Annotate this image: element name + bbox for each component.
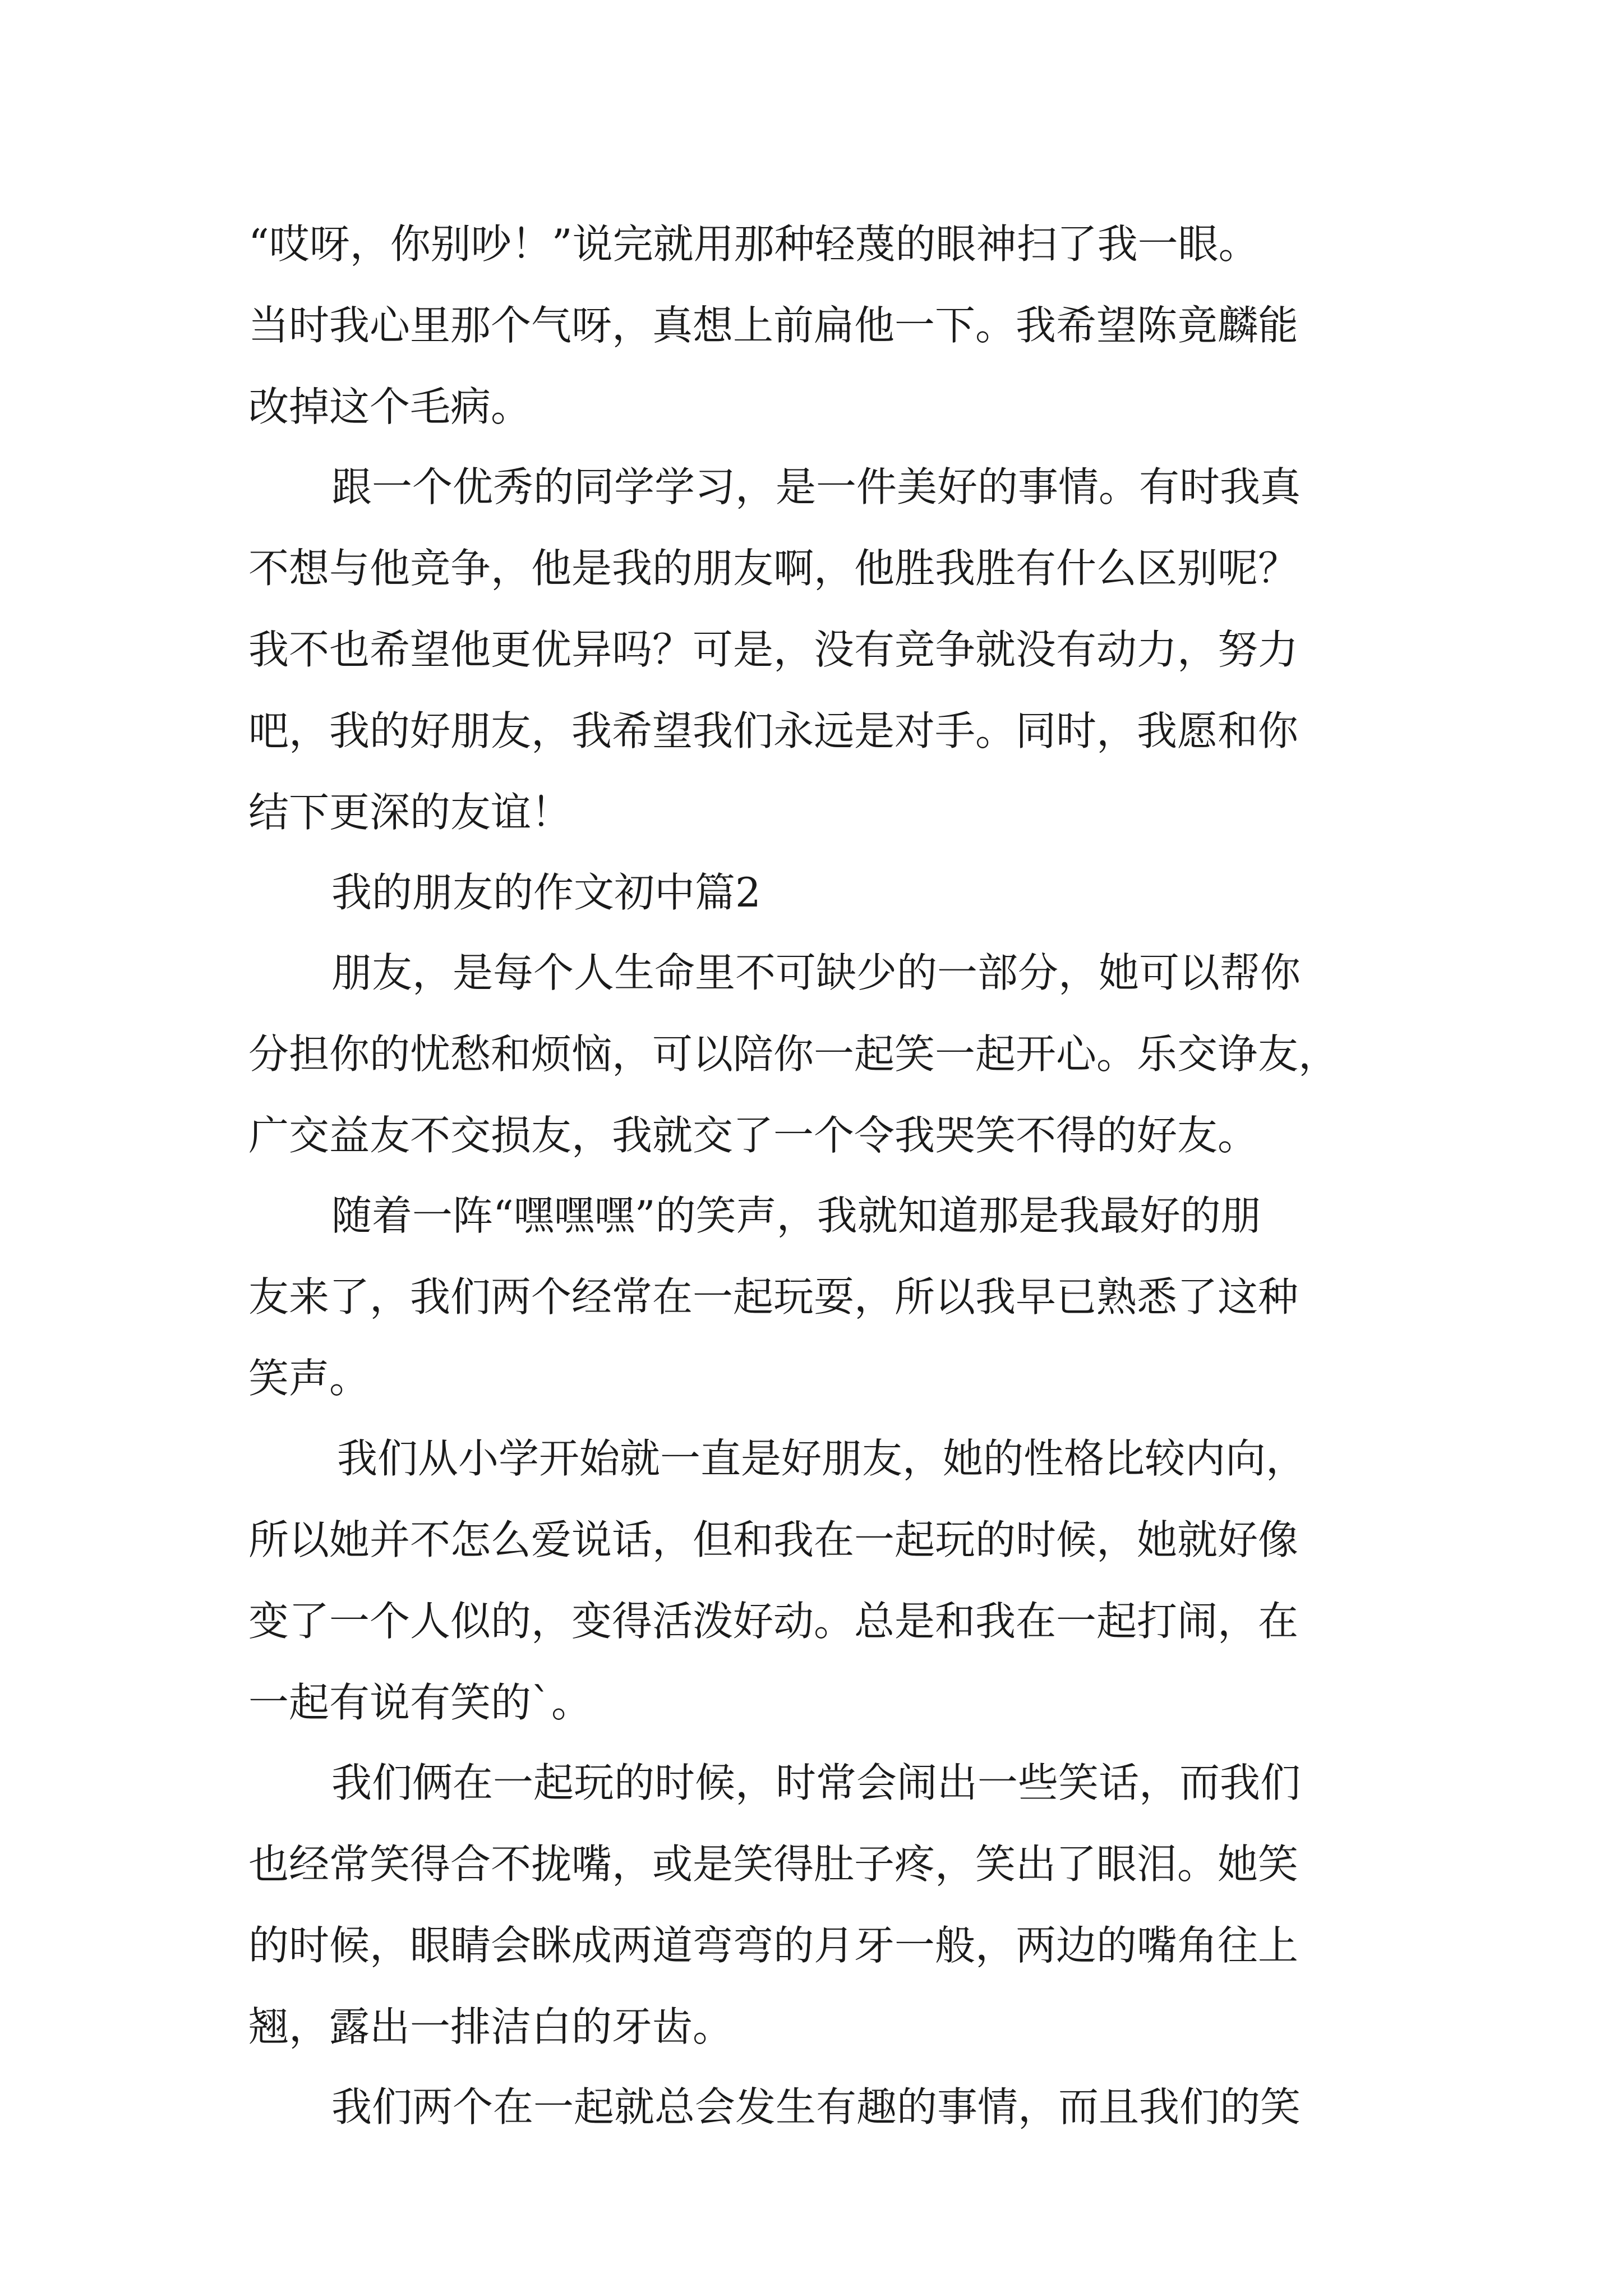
text-line: 变了一个人似的，变得活泼好动。总是和我在一起打闹，在 — [248, 1598, 1299, 1645]
text-line: 随着一阵“嘿嘿嘿”的笑声，我就知道那是我最好的朋 — [331, 1192, 1261, 1239]
text-line: 吧，我的好朋友，我希望我们永远是对手。同时，我愿和你 — [248, 707, 1299, 754]
text-line: 所以她并不怎么爱说话，但和我在一起玩的时候，她就好像 — [248, 1516, 1299, 1563]
text-line: 当时我心里那个气呀，真想上前扁他一下。我希望陈竟麟能 — [248, 302, 1299, 349]
text-line: 我们从小学开始就一直是好朋友，她的性格比较内向， — [337, 1435, 1307, 1482]
text-line: 朋友，是每个人生命里不可缺少的一部分，她可以帮你 — [331, 949, 1301, 996]
text-line: 的时候，眼睛会眯成两道弯弯的月牙一般，两边的嘴角往上 — [248, 1922, 1299, 1969]
text-line: 不想与他竞争，他是我的朋友啊，他胜我胜有什么区别呢？ — [248, 545, 1299, 592]
text-line: 一起有说有笑的`。 — [248, 1679, 592, 1726]
text-line: 我们俩在一起玩的时候，时常会闹出一些笑话，而我们 — [331, 1759, 1301, 1806]
text-line: 我们两个在一起就总会发生有趣的事情，而且我们的笑 — [331, 2083, 1301, 2131]
text-line: 友来了，我们两个经常在一起玩耍，所以我早已熟悉了这种 — [248, 1273, 1299, 1320]
text-line: 广交益友不交损友，我就交了一个令我哭笑不得的好友。 — [248, 1112, 1258, 1159]
text-line: 笑声。 — [248, 1355, 370, 1402]
text-line: 结下更深的友谊！ — [248, 789, 572, 836]
text-line: “哎呀，你别吵！”说完就用那种轻蔑的眼神扫了我一眼。 — [248, 220, 1259, 268]
section-heading: 我的朋友的作文初中篇2 — [331, 869, 761, 916]
text-line: 改掉这个毛病。 — [248, 383, 532, 430]
text-line: 我不也希望他更优异吗？可是，没有竞争就没有动力，努力 — [248, 626, 1299, 673]
text-line: 翘，露出一排洁白的牙齿。 — [248, 2003, 734, 2050]
text-line: 也经常笑得合不拢嘴，或是笑得肚子疼，笑出了眼泪。她笑 — [248, 1841, 1299, 1888]
text-line: 跟一个优秀的同学学习，是一件美好的事情。有时我真 — [331, 463, 1301, 510]
text-line: 分担你的忧愁和烦恼，可以陪你一起笑一起开心。乐交诤友， — [248, 1030, 1339, 1078]
